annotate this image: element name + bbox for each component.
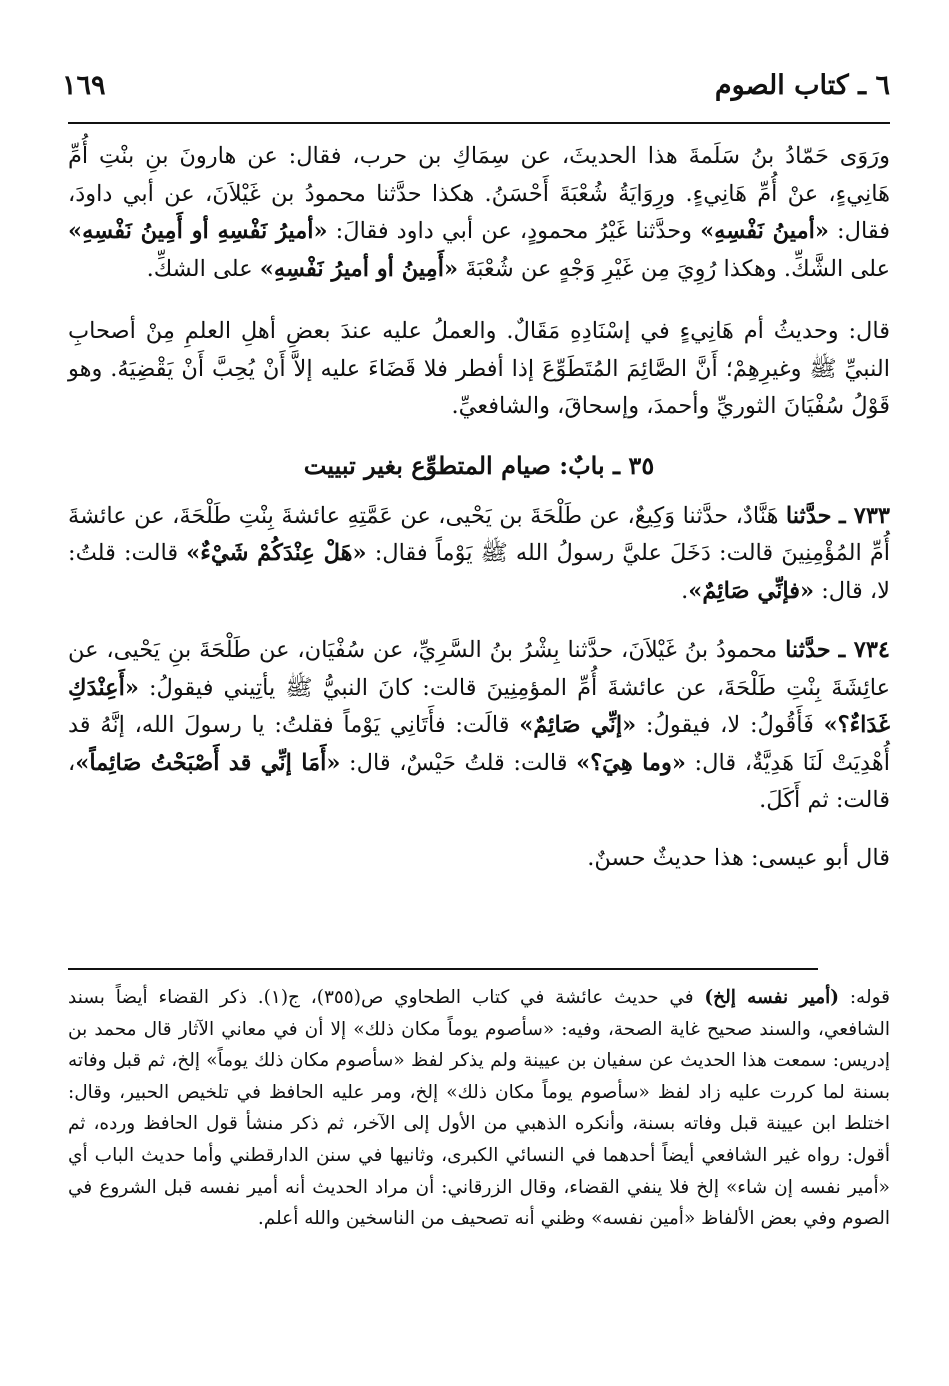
hadith-text: هَنَّادٌ، حدَّثنا وَكِيعٌ، عن طَلْحَةَ بن يَحْيى، عن عَمَّتِهِ عائشةَ بِنْتِ طَلْحَةَ، عن عائشةَ أُمِّ المُؤْمِنِينَ قالت: دَخَلَ عليَّ رسولُ الله ﷺ يَوْماً فقال: — [68, 502, 891, 566]
narration-paragraph — [68, 138, 890, 288]
hadith-number: ٧٣٤ ـ — [838, 637, 890, 663]
hadith-733 — [68, 498, 890, 611]
hadith-text: قالَت: فأَتَانِي يَوْماً فقلتُ: يا رسولَ الله، إنَّهُ قد أُهْدِيَتْ لَنَا هَدِيَّةٌ، قال: — [68, 712, 890, 776]
page-number: ١٦٩ — [62, 70, 106, 101]
chapter-title: ٦ ـ كتاب الصوم — [714, 70, 890, 101]
hadith-text: ، قالت: ثم أَكَلَ. — [68, 749, 890, 813]
hadith-quote: «وما هِيَ؟» — [576, 749, 686, 776]
quote-amir-or-amin: «أميرُ نَفْسِهِ أو أَمِينُ نَفْسِهِ» — [68, 218, 328, 244]
footnote-text: في حديث عائشة في كتاب الطحاوي ص(٣٥٥)، ج(١). ذكر القضاء أيضاً بسند الشافعي، والسند صحيح غاية الصحة، وفيه: «سأصوم يوماً مكان ذلك» إلا أن في معاني الآثار قال محمد بن إدريس: سمعت هذا الحديث عن سفيان بن عيينة ولم يذكر لفظ «سأصوم مكان ذلك يوماً» إلخ، ثم قبل وفاته بسنة لما كررت عليه زاد لفظ «سأصوم يوماً مكان ذلك» إلخ، ومر عليه الحافظ في تلخيص الحبير، وقال: اختلط ابن عيينة قبل وفاته بسنة، وأنكره الذهبي من الأول إلى الآخر، ثم ذكر منشأ قول الحافظ ورده، ثم أقول: رواه غير الشافعي أيضاً أحدهما في النسائي الكبرى، وثانيها في سنن الدارقطني وأما حديث الباب أي «أمير نفسه إن شاء» إلخ فلا ينفي القضاء، وقال الزرقاني: أن مراد الحديث أنه أمير نفسه قبل الشروع في الصوم وفي بعض الألفاظ «أمين نفسه» وظني أنه تصحيف من الناسخين والله أعلم. — [68, 987, 890, 1230]
hadith-text: . — [681, 577, 689, 604]
footnote-divider — [68, 968, 818, 970]
hadith-narrator-label: حدَّثنا — [785, 502, 832, 529]
chapter-heading: ٣٥ ـ بابٌ: صيام المتطوِّع بغير تبييت — [303, 450, 655, 480]
footnotes — [68, 982, 890, 1235]
abu-isa-verdict: قال أبو عيسى: هذا حديثٌ حسنٌ. — [587, 844, 890, 871]
hadith-number: ٧٣٣ ـ — [839, 502, 890, 529]
hadith-quote: «أَعِنْدَكِ غَدَاءٌ؟» — [68, 674, 890, 738]
hadith-quote: «فإنِّي صَائِمٌ» — [688, 577, 815, 604]
hadith-quote: «إنِّي صَائِمٌ» — [519, 712, 637, 738]
para1-end: على الشكِّ. — [146, 255, 260, 282]
commentary-paragraph: قال: وحديثُ أم هَانِيءٍ في إسْنَادِهِ مَقَالٌ. والعملُ عليه عندَ بعضِ أهلِ العلمِ مِنْ أصحابِ النبيِّ ﷺ وغيرِهِمْ؛ أَنَّ الصَّائِمَ المُتَطَوِّعَ إذا أفطر فلا قَضَاءَ عليه إلاَّ أَنْ يُحِبَّ أَنْ يَقْضِيَهُ. وهو قَوْلُ سُفْيَانَ الثوريِّ وأحمدَ، وإسحاقَ، والشافعيِّ. — [68, 318, 890, 419]
para1-mid2: على الشَّكِّ. وهكذا رُوِيَ مِن غَيْرِ وَجْهٍ عن شُعْبَةَ — [458, 255, 890, 282]
quote-amin: «أمينُ نَفْسِهِ» — [700, 218, 829, 244]
footnote-label: (أمير نفسه إلخ) — [704, 987, 840, 1008]
quote-amin-or-amir: «أَمِينُ أو أميرُ نَفْسِهِ» — [259, 255, 459, 282]
hadith-text: قالت: قلتُ: لا، قال: — [68, 540, 890, 604]
header-divider — [68, 122, 890, 124]
para1-mid1: وحدَّثنا غَيْرُ محمودٍ، عن أبي داود فقالَ: — [327, 218, 701, 244]
hadith-quote: «أَمَا إنِّي قد أَصْبَحْتُ صَائِماً» — [75, 749, 341, 776]
para1-text: ورَوَى حَمّادُ بنُ سَلَمةَ هذا الحديثَ، عن سِمَاكِ بن حرب، فقال: عن هارونَ بنِ بنْتِ أُمِّ هَانِيءٍ، عنْ أُمِّ هَانِيءٍ. ورِوَايَةُ شُعْبَةَ أَحْسَنُ. هكذا حدَّثنا محمودُ بن غَيْلاَنَ، عن أبي داودَ، فقال: — [68, 143, 890, 244]
footnote-lead: قوله: — [839, 987, 891, 1008]
hadith-text: محمودُ بنُ غَيْلاَنَ، حدَّثنا بِشْرُ بنُ السَّرِيِّ، عن سُفْيَان، عن طَلْحَةَ بنِ يَحْيى، عن عائِشَةَ بِنْتِ طَلْحَةَ، عن عائشةَ أُمِّ المؤمِنِينَ قالت: كانَ النبيُّ ﷺ يأتِيني فيقولُ: — [68, 637, 890, 701]
hadith-734 — [68, 632, 890, 820]
hadith-text: قالت: قلتُ حَيْسٌ، قال: — [340, 749, 577, 776]
hadith-quote: «هَلْ عِنْدَكُمْ شَيْءٌ» — [186, 540, 367, 566]
main-text — [68, 138, 890, 877]
page — [62, 70, 891, 1230]
running-head — [62, 70, 890, 110]
footnote-paragraph — [68, 982, 890, 1235]
hadith-text: فَأَقُولُ: لا، فيقولُ: — [636, 712, 824, 738]
hadith-narrator-label: حدَّثنا — [785, 637, 831, 663]
